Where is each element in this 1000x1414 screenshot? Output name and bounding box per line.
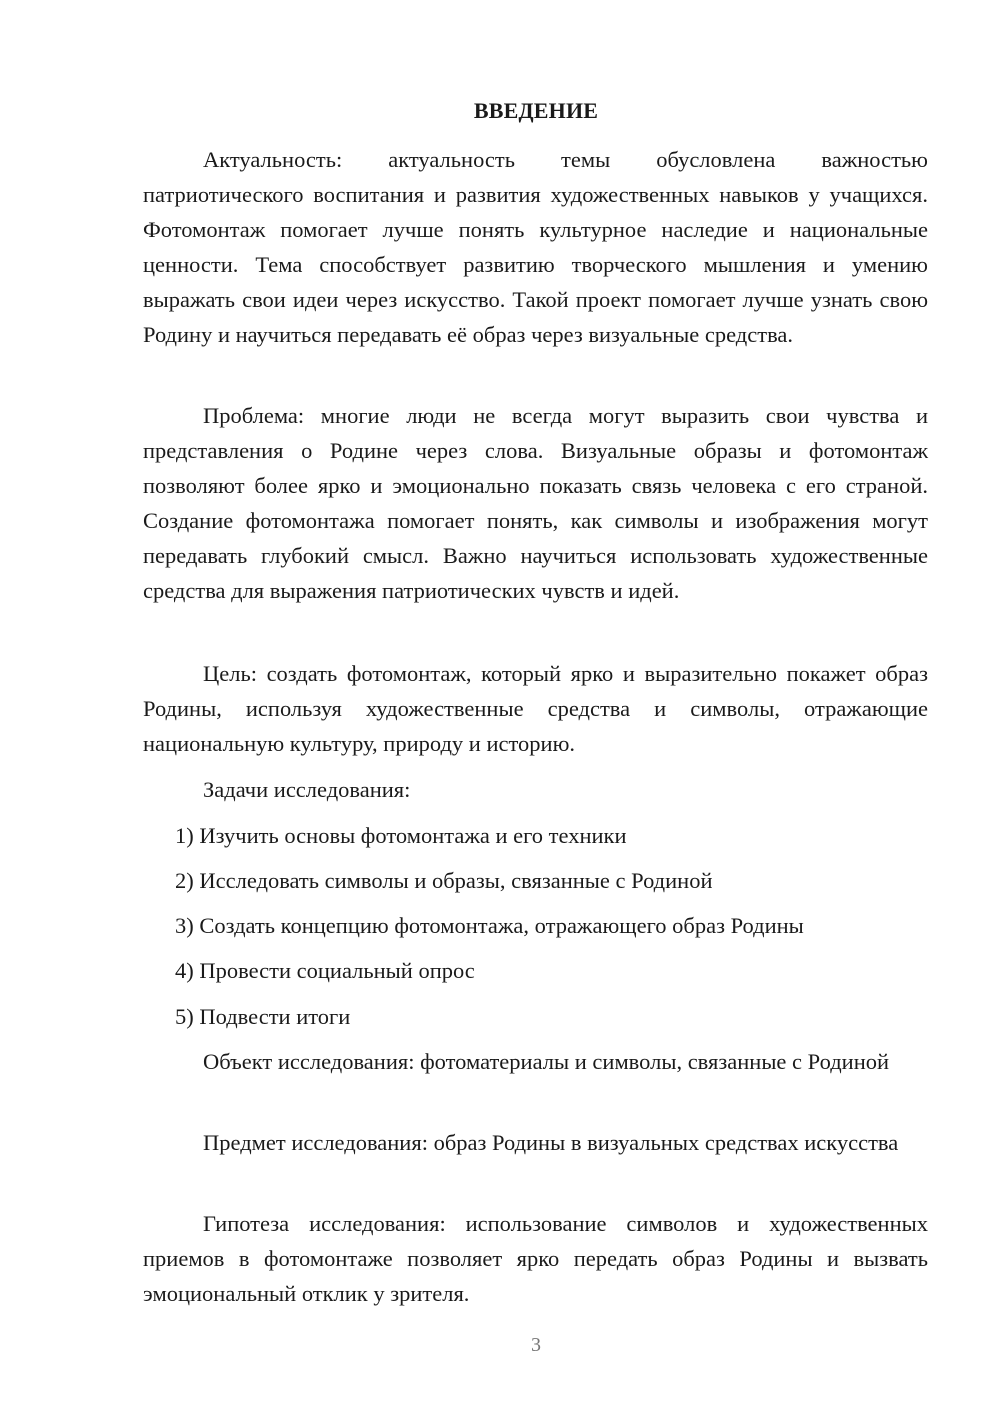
paragraph-relevance: Актуальность: актуальность темы обусловлена важностью патриотического воспитания и развития художественных навыков у учащихся. Фотомонтаж помогает лучше понять культурное наследие и национальные ценности. Тема способствует развитию творческого мышления и умению выражать свои идеи через искусство. Такой проект помогает лучше узнать свою Родину и научиться передавать её образ через визуальные средства. bbox=[143, 147, 928, 347]
paragraph-goal: Цель: создать фотомонтаж, который ярко и выразительно покажет образ Родины, используя художественные средства и символы, отражающие национальную культуру, природу и историю. bbox=[143, 661, 928, 756]
tasks-title: Задачи исследования: bbox=[203, 777, 411, 802]
page-heading: ВВЕДЕНИЕ bbox=[473, 98, 599, 123]
page-number: 3 bbox=[531, 1334, 541, 1356]
paragraph-hypothesis: Гипотеза исследования: использование символов и художественных приемов в фотомонтаже позволяет ярко передать образ Родины и вызвать эмоциональный отклик у зрителя. bbox=[143, 1211, 928, 1306]
list-item: 1) Изучить основы фотомонтажа и его техники bbox=[175, 823, 627, 848]
paragraph-subject: Предмет исследования: образ Родины в визуальных средствах искусства bbox=[203, 1130, 899, 1155]
list-item: 4) Провести социальный опрос bbox=[175, 958, 475, 983]
list-item: 3) Создать концепцию фотомонтажа, отражающего образ Родины bbox=[175, 913, 804, 938]
list-item: 2) Исследовать символы и образы, связанные с Родиной bbox=[175, 868, 713, 893]
list-item: 5) Подвести итоги bbox=[175, 1004, 351, 1029]
paragraph-problem: Проблема: многие люди не всегда могут выразить свои чувства и представления о Родине через слова. Визуальные образы и фотомонтаж позволяют более ярко и эмоционально показать связь человека с его страной. Создание фотомонтажа помогает понять, как символы и изображения могут передавать глубокий смысл. Важно научиться использовать художественные средства для выражения патриотических чувств и идей. bbox=[143, 403, 928, 603]
paragraph-object: Объект исследования: фотоматериалы и символы, связанные с Родиной bbox=[203, 1049, 890, 1074]
